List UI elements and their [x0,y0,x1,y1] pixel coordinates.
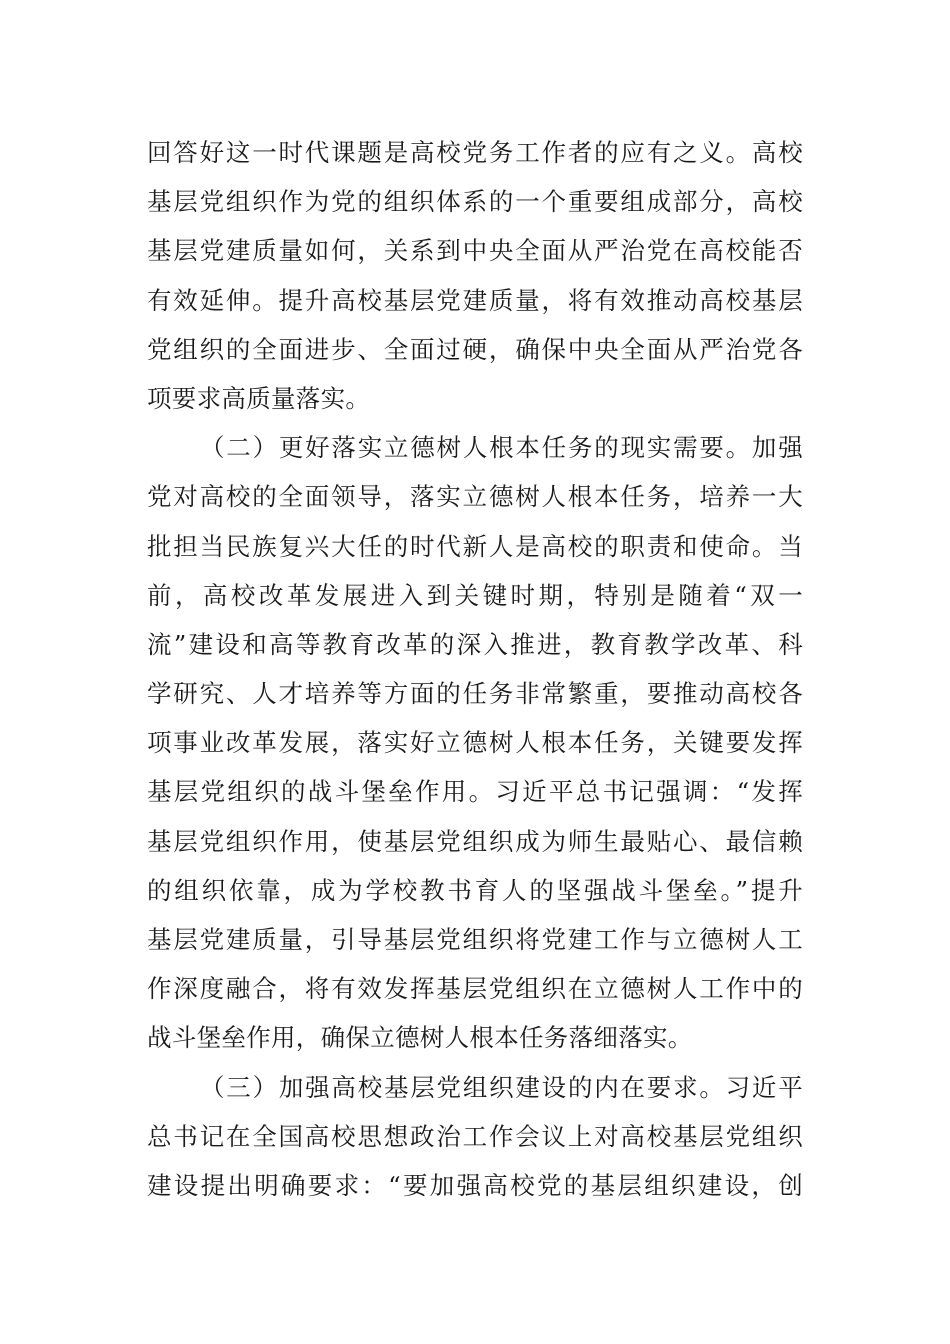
text-line: 总书记在全国高校思想政治工作会议上对高校基层党组织 [147,1121,803,1151]
text-line: （二）更好落实立德树人根本任务的现实需要。加强 [200,433,803,463]
text-line: （三）加强高校基层党组织建设的内在要求。习近平 [200,1072,803,1102]
text-line: 党组织的全面进步、全面过硬，确保中央全面从严治党各 [147,334,803,364]
text-line: 项要求高质量落实。 [147,383,371,413]
text-line: 回答好这一时代课题是高校党务工作者的应有之义。高校 [147,138,803,167]
text-line: 基层党建质量，引导基层党组织将党建工作与立德树人工 [147,925,803,954]
text-line: 前，高校改革发展进入到关键时期，特别是随着“双一 [147,580,803,610]
text-line: 基层党建质量如何，关系到中央全面从严治党在高校能否 [147,236,803,266]
text-line: 有效延伸。提升高校基层党建质量，将有效推动高校基层 [147,285,803,315]
text-line: 作深度融合，将有效发挥基层党组织在立德树人工作中的 [147,974,803,1004]
text-line: 建设提出明确要求：“要加强高校党的基层组织建设，创 [147,1170,803,1200]
text-line: 基层党组织的战斗堡垒作用。习近平总书记强调：“发挥 [147,777,803,807]
text-line: 的组织依靠，成为学校教书育人的坚强战斗堡垒。”提升 [147,875,803,905]
text-line: 批担当民族复兴大任的时代新人是高校的职责和使命。当 [147,531,803,561]
text-line: 项事业改革发展，落实好立德树人根本任务，关键要发挥 [147,728,803,758]
text-line: 学研究、人才培养等方面的任务非常繁重，要推动高校各 [147,679,803,709]
text-line: 基层党组织作为党的组织体系的一个重要组成部分，高校 [147,187,803,217]
text-line: 党对高校的全面领导，落实立德树人根本任务，培养一大 [147,482,803,512]
text-line: 基层党组织作用，使基层党组织成为师生最贴心、最信赖 [147,826,803,856]
text-line: 战斗堡垒作用，确保立德树人根本任务落细落实。 [147,1023,693,1053]
text-line: 流”建设和高等教育改革的深入推进，教育教学改革、科 [147,629,803,659]
document-body [147,128,803,1210]
